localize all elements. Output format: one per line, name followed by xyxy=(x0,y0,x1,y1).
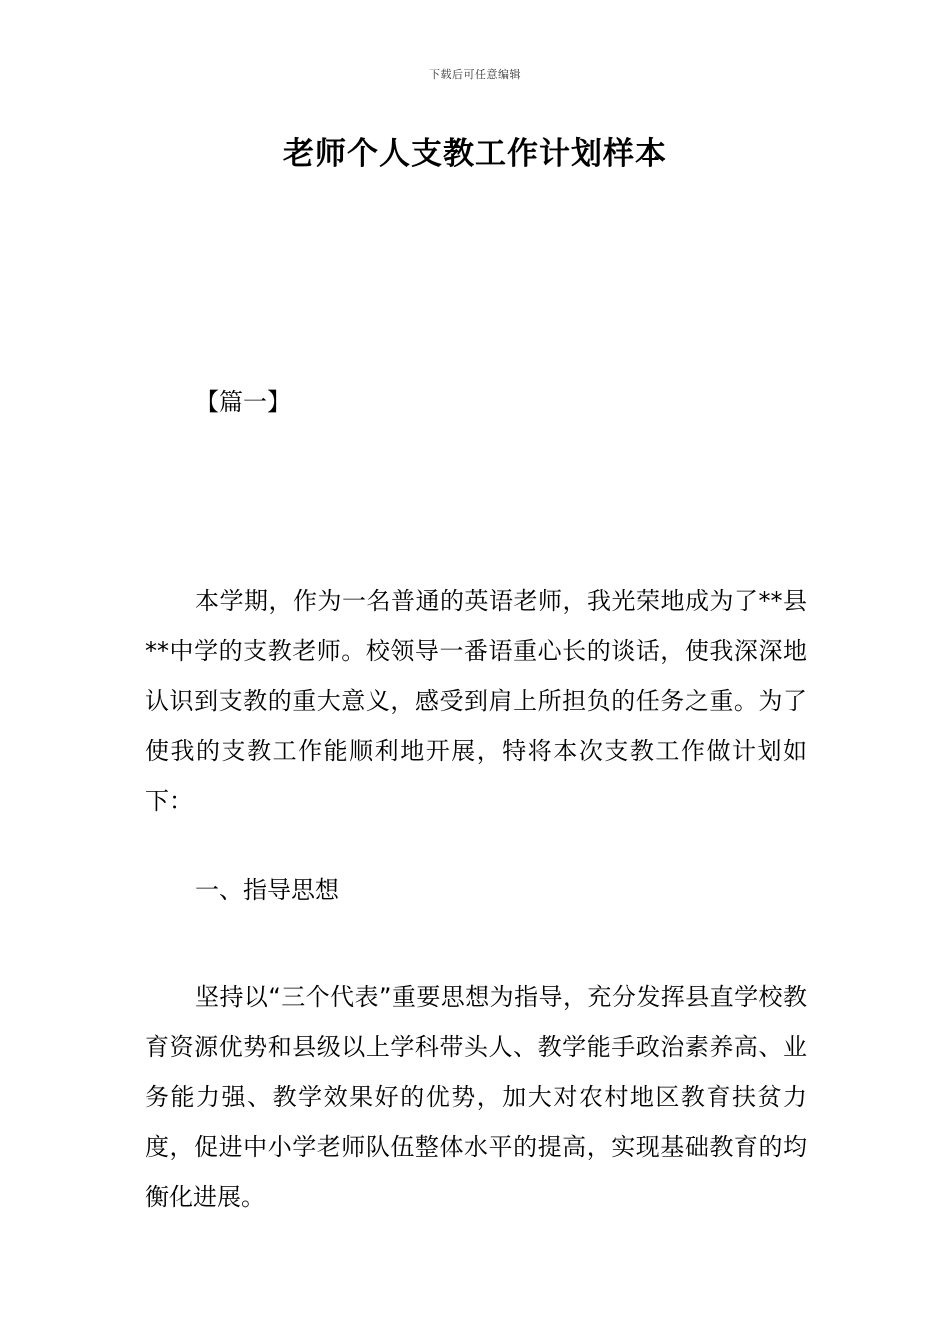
document-title: 老师个人支教工作计划样本 xyxy=(283,136,667,172)
paragraph-intro: 本学期，作为一名普通的英语老师，我光荣地成为了**县**中学的支教老师。校领导一番语重心长的谈话，使我深深地认识到支教的重大意义，感受到肩上所担负的任务之重。为了使我的支教工作能顺利地开展，特将本次支教工作做计划如下： xyxy=(145,587,807,815)
section-heading-guiding-ideology: 一、指导思想 xyxy=(195,876,339,904)
header-note: 下载后可任意编辑 xyxy=(429,68,521,81)
paragraph-guiding-ideology: 坚持以“三个代表”重要思想为指导，充分发挥县直学校教育资源优势和县级以上学科带头人、教学能手政治素养高、业务能力强、教学效果好的优势，加大对农村地区教育扶贫力度，促进中小学老师队伍整体水平的提高，实现基础教育的均衡化进展。 xyxy=(145,983,807,1211)
section-marker: 【篇一】 xyxy=(195,388,291,416)
